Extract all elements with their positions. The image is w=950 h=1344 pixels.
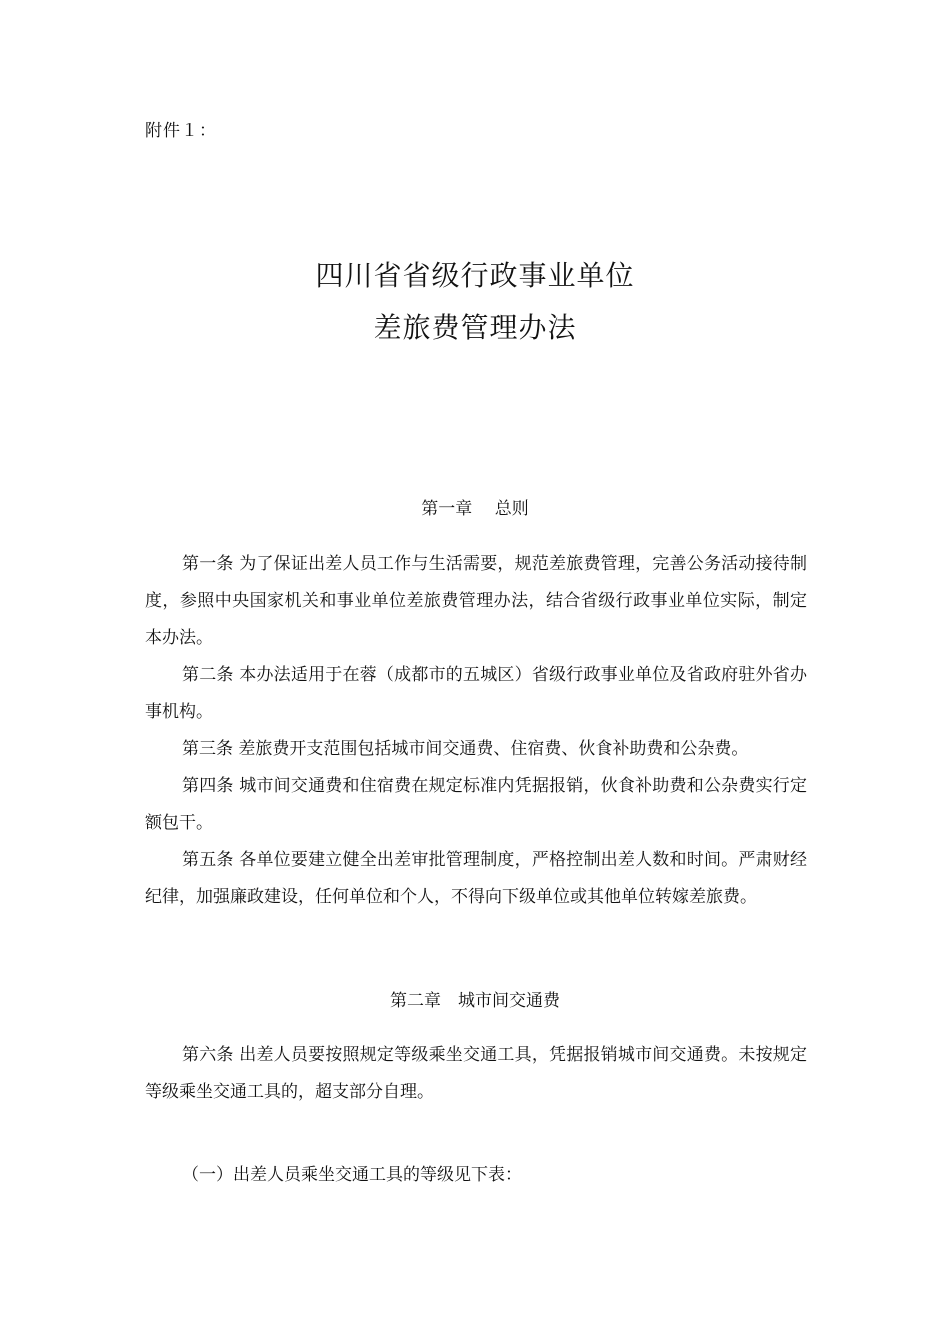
subsection-heading: （一）出差人员乘坐交通工具的等级见下表：: [182, 1165, 522, 1185]
document-title-line-1: 四川省省级行政事业单位: [315, 259, 635, 292]
article-2: 第二条 本办法适用于在蓉（成都市的五城区）省级行政事业单位及省政府驻外省办事机构。: [145, 665, 807, 722]
article-4: 第四条 城市间交通费和住宿费在规定标准内凭据报销，伙食补助费和公杂费实行定额包干。: [145, 776, 807, 833]
chapter-heading-1: 第一章 总则: [421, 499, 529, 519]
article-1: 第一条 为了保证出差人员工作与生活需要，规范差旅费管理，完善公务活动接待制度，参照中央国家机关和事业单位差旅费管理办法，结合省级行政事业单位实际，制定本办法。: [145, 554, 807, 648]
document-title-line-2: 差旅费管理办法: [373, 311, 577, 344]
attachment-label: 附件１：: [145, 121, 217, 141]
article-6: 第六条 出差人员要按照规定等级乘坐交通工具，凭据报销城市间交通费。未按规定等级乘坐交通工具的，超支部分自理。: [145, 1045, 807, 1102]
chapter-heading-2: 第二章 城市间交通费: [390, 991, 560, 1011]
article-5: 第五条 各单位要建立健全出差审批管理制度，严格控制出差人数和时间。严肃财经纪律，加强廉政建设，任何单位和个人，不得向下级单位或其他单位转嫁差旅费。: [145, 850, 807, 907]
article-3: 第三条 差旅费开支范围包括城市间交通费、住宿费、伙食补助费和公杂费。: [182, 739, 749, 759]
